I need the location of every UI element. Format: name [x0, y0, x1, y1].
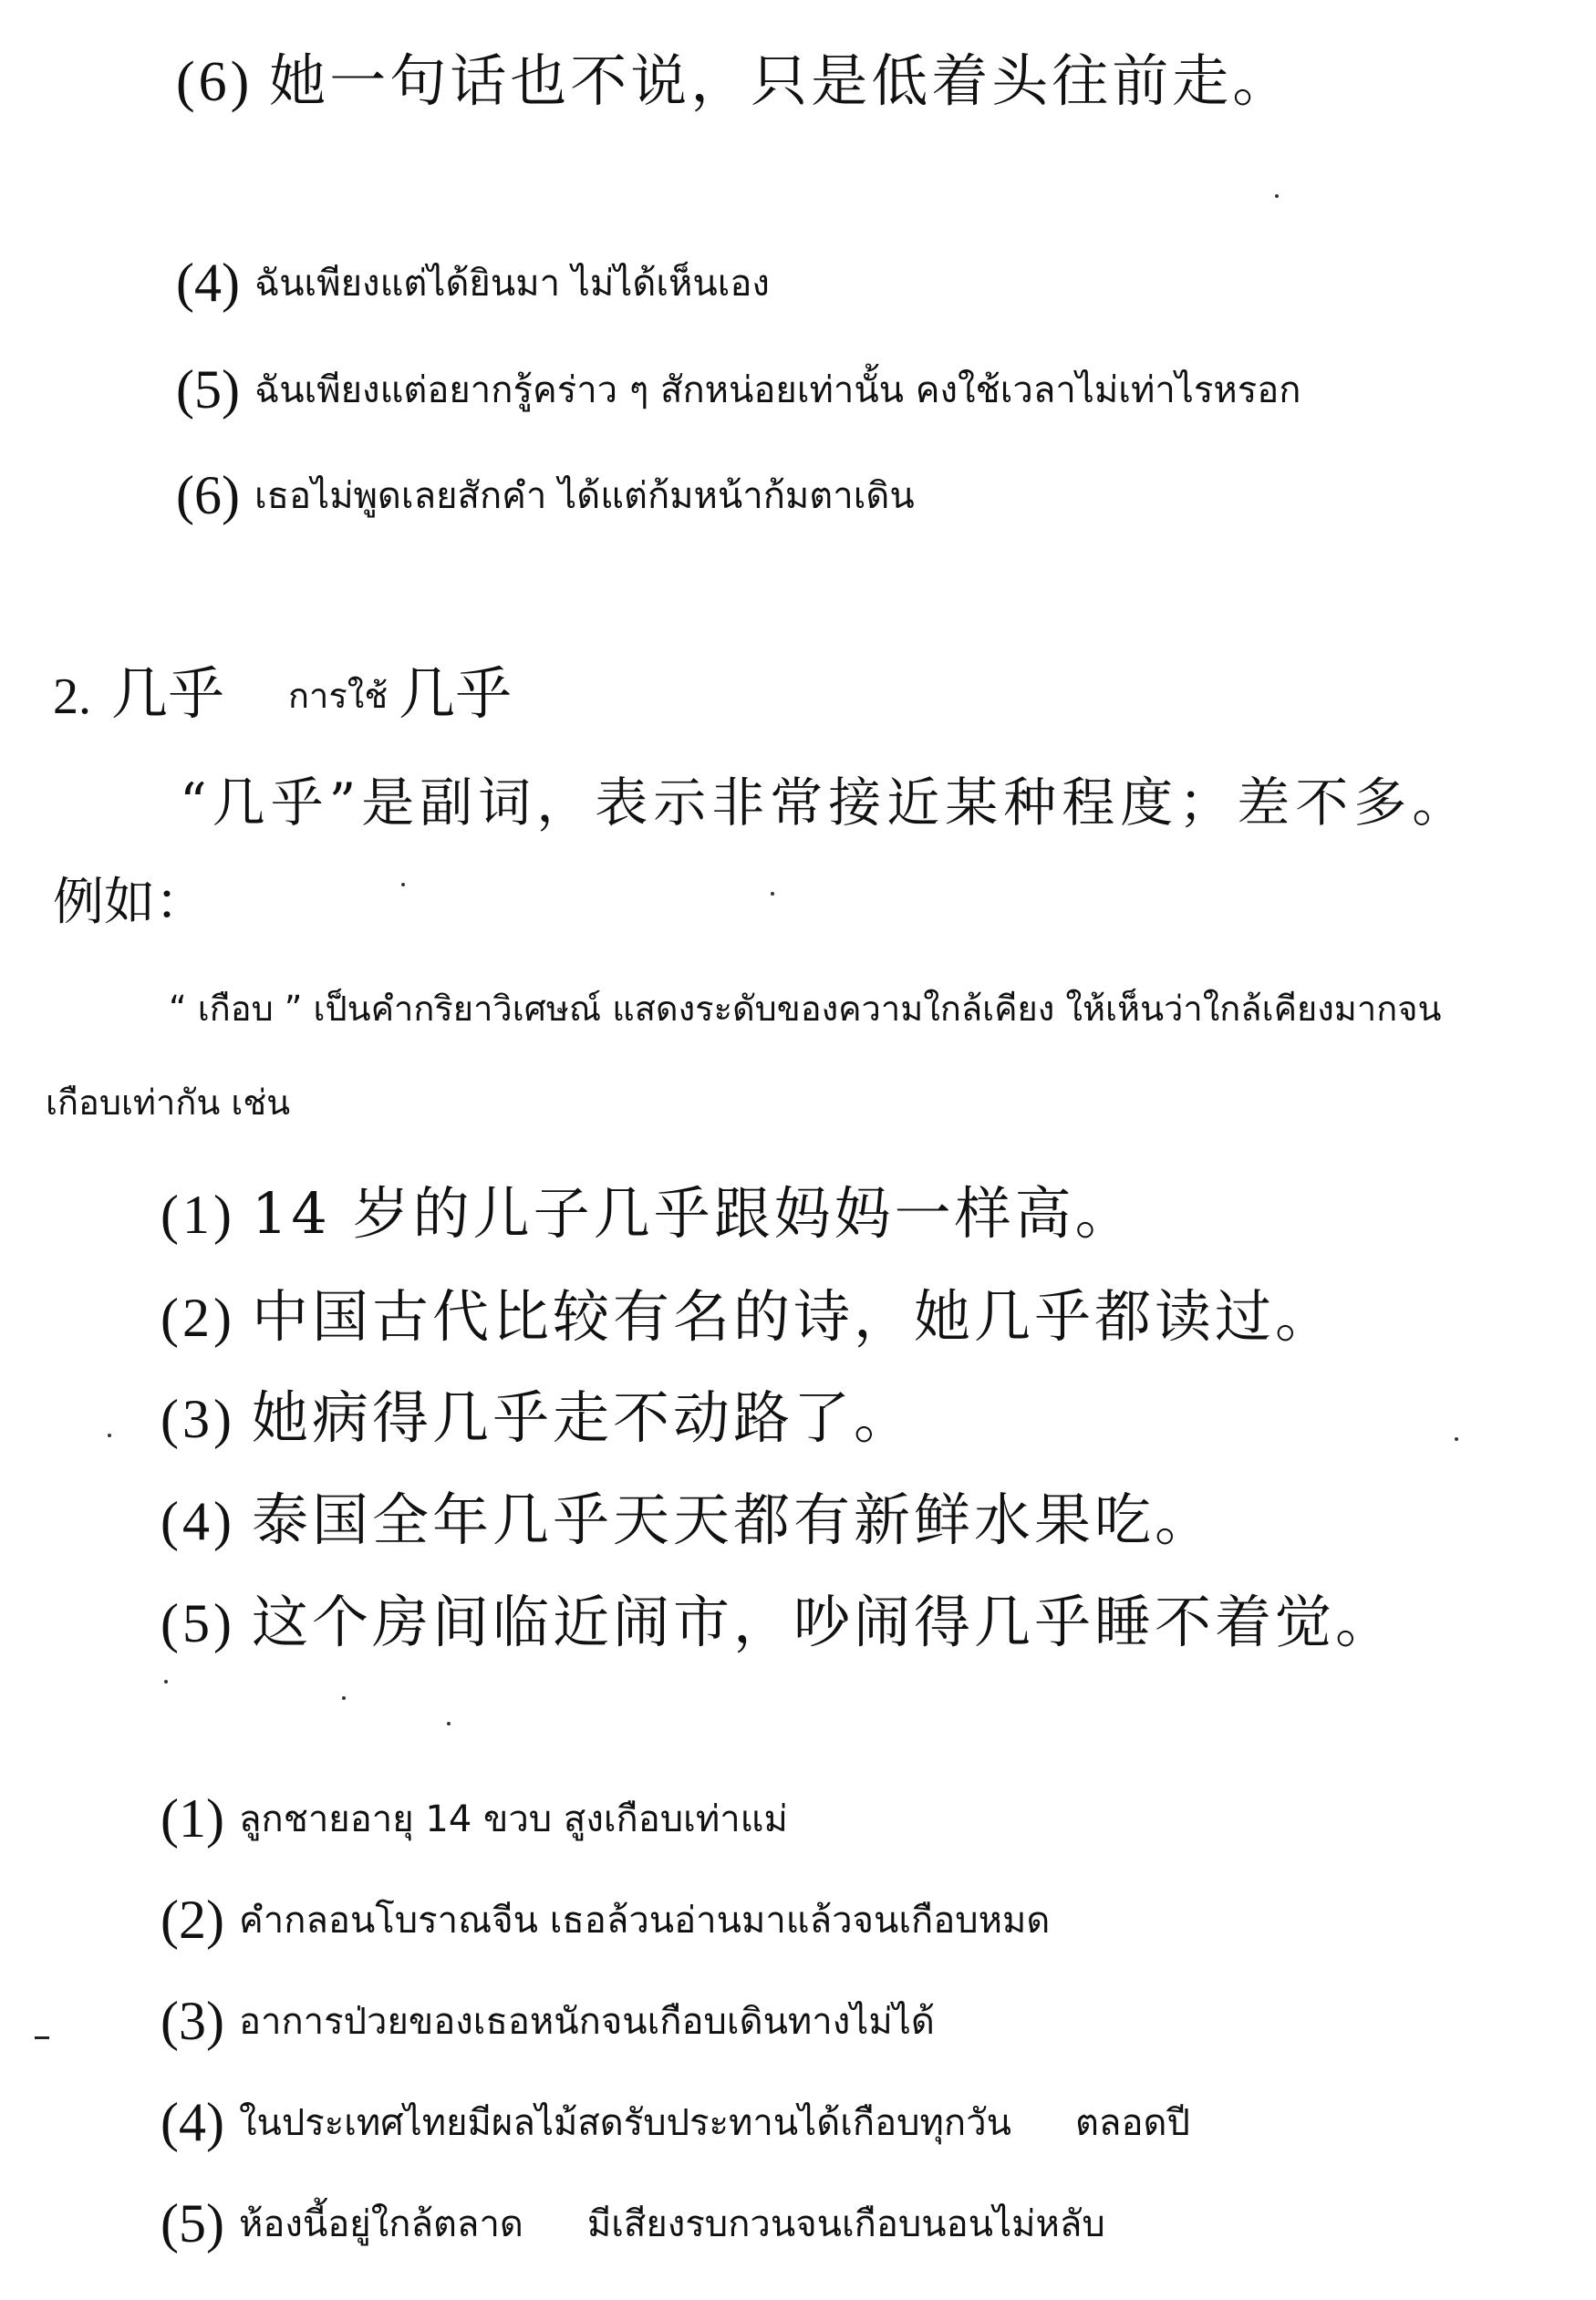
example-text: 泰国全年几乎天天都有新鲜水果吃。	[251, 1487, 1215, 1553]
translation-text: อาการป่วยของเธอหนักจนเกือบเดินทางไม่ได้	[238, 2001, 935, 2043]
thai-example-translation-5	[161, 2193, 1105, 2253]
thai-translation-4	[176, 253, 770, 313]
section-number: 2.	[53, 668, 91, 725]
thai-example-translation-3	[161, 1991, 935, 2051]
translation-text-continued: มีเสียงรบกวนจนเกือบนอนไม่หลับ	[586, 2203, 1105, 2245]
translation-number: (5)	[176, 359, 240, 420]
example-text: 她一句话也不说，只是低着头往前走。	[269, 47, 1293, 114]
chinese-example-1	[161, 1180, 1135, 1247]
thai-definition-line-2: เกือบเท่ากัน เช่น	[46, 1083, 291, 1123]
translation-text: ฉันเพียงแต่ได้ยินมา ไม่ได้เห็นเอง	[254, 263, 770, 305]
translation-text: ห้องนี้อยู่ใกล้ตลาด	[238, 2203, 523, 2245]
example-text: 14 岁的儿子几乎跟妈妈一样高。	[251, 1180, 1135, 1247]
translation-text: ลูกชายอายุ 14 ขวบ สูงเกือบเท่าแม่	[238, 1798, 788, 1840]
section-term: 几乎	[111, 660, 225, 727]
thai-example-translation-1	[161, 1788, 788, 1849]
chinese-example-2	[161, 1283, 1335, 1350]
translation-number: (5)	[161, 2193, 224, 2253]
example-number: (4)	[161, 1491, 235, 1551]
scan-speck	[401, 883, 405, 886]
usage-label: การใช้	[288, 676, 389, 716]
chinese-example-3	[161, 1384, 914, 1451]
example-number: (6)	[176, 51, 254, 113]
scan-speck	[342, 1696, 346, 1700]
translation-text: ในประเทศไทยมีผลไม้สดรับประทานได้เกือบทุกวัน	[238, 2102, 1011, 2144]
scan-mark	[35, 2036, 49, 2039]
thai-example-translation-4	[161, 2092, 1190, 2152]
example-text: 中国古代比较有名的诗，她几乎都读过。	[251, 1283, 1335, 1350]
chinese-definition: “几乎”是副词，表示非常接近某种程度；差不多。	[180, 772, 1471, 834]
chinese-example-4	[161, 1487, 1215, 1553]
translation-text-continued: ตลอดปี	[1074, 2102, 1190, 2144]
thai-translation-5	[176, 359, 1301, 420]
chinese-example-5	[161, 1589, 1395, 1655]
example-number: (1)	[161, 1185, 235, 1245]
example-label: 例如：	[53, 873, 206, 932]
scan-speck	[108, 1434, 111, 1437]
scan-speck	[447, 1722, 451, 1725]
translation-text: เธอไม่พูดเลยสักคำ ได้แต่ก้มหน้าก้มตาเดิน	[254, 475, 915, 517]
usage-term: 几乎	[399, 660, 513, 727]
translation-text: ฉันเพียงแต่อยากรู้คร่าว ๆ สักหน่อยเท่านั้น คงใช้เวลาไม่เท่าไรหรอก	[254, 369, 1301, 411]
example-number: (5)	[161, 1593, 235, 1653]
scan-speck	[1455, 1437, 1458, 1441]
thai-definition-line-1: “ เกือบ ” เป็นคำกริยาวิเศษณ์ แสดงระดับของความใกล้เคียง ให้เห็นว่าใกล้เคียงมากจน	[169, 989, 1442, 1029]
translation-number: (4)	[176, 253, 240, 313]
translation-text: คำกลอนโบราณจีน เธอล้วนอ่านมาแล้วจนเกือบหมด	[238, 1900, 1051, 1942]
scan-speck	[1275, 194, 1279, 198]
translation-number: (4)	[161, 2092, 224, 2152]
thai-translation-6	[176, 465, 915, 525]
section-heading	[53, 660, 513, 727]
scan-speck	[164, 1680, 168, 1684]
thai-example-translation-2	[161, 1890, 1051, 1950]
chinese-example-6	[176, 47, 1293, 114]
example-text: 这个房间临近闹市，吵闹得几乎睡不着觉。	[251, 1589, 1395, 1655]
example-text: 她病得几乎走不动路了。	[251, 1384, 914, 1451]
translation-number: (1)	[161, 1788, 224, 1849]
translation-number: (3)	[161, 1991, 224, 2051]
scan-speck	[771, 892, 774, 896]
translation-number: (2)	[161, 1890, 224, 1950]
translation-number: (6)	[176, 465, 240, 525]
example-number: (3)	[161, 1389, 235, 1449]
example-number: (2)	[161, 1288, 235, 1348]
